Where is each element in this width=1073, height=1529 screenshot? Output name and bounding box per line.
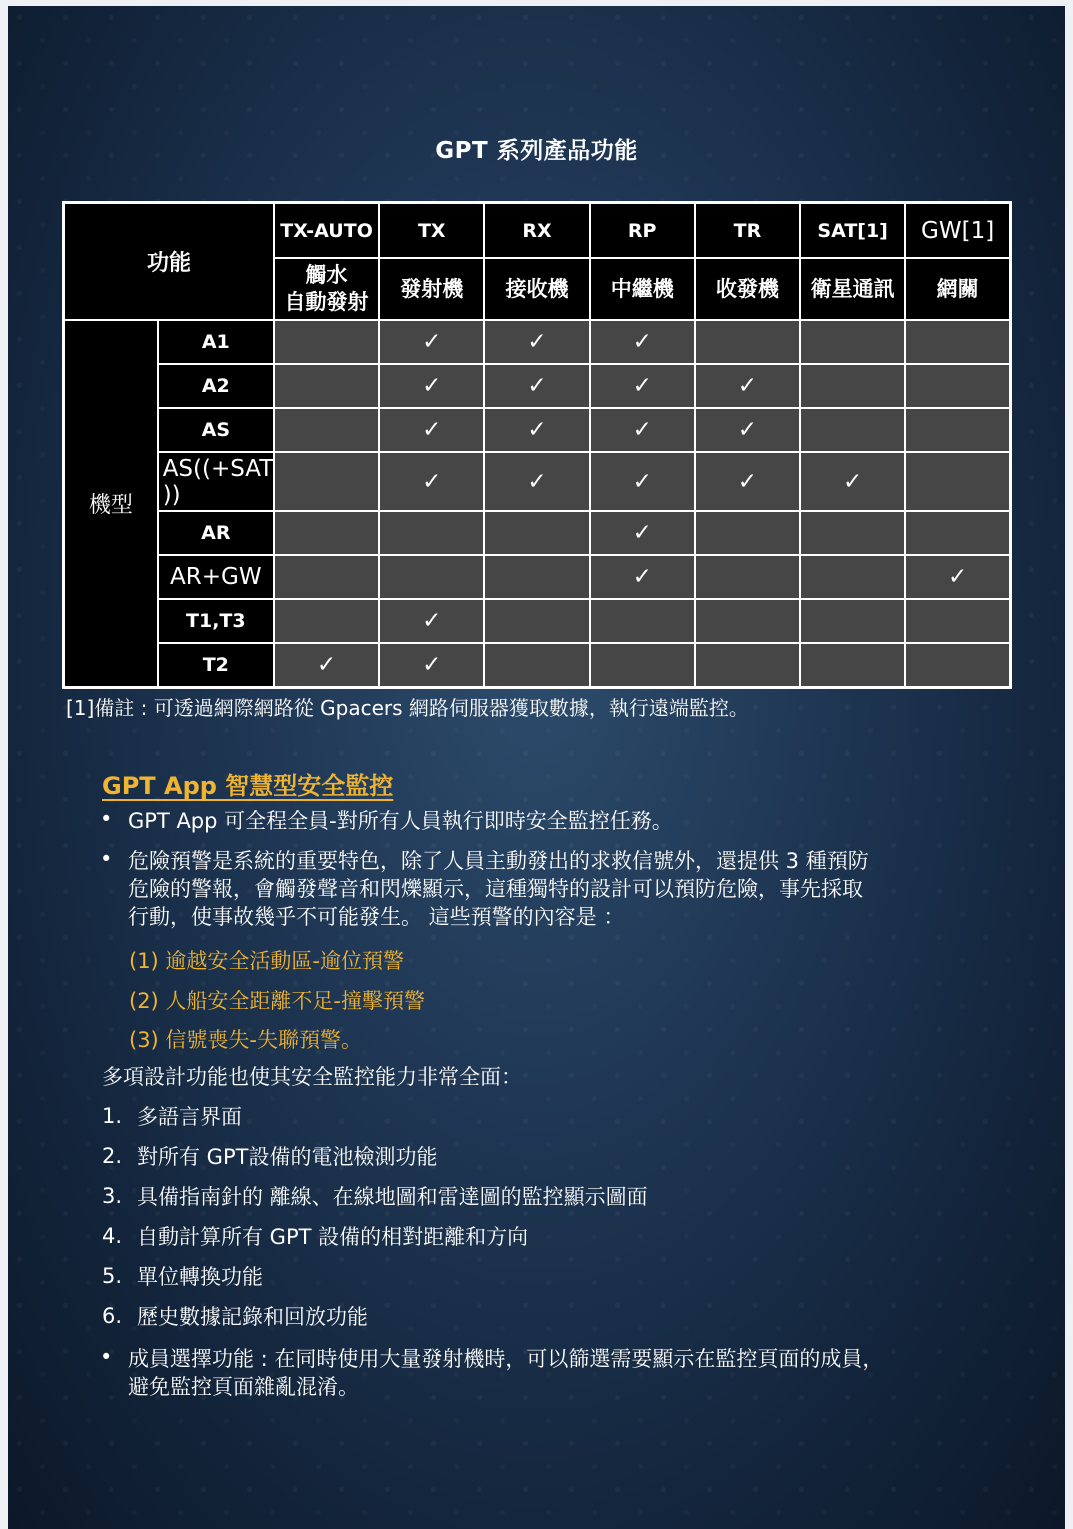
table-row xyxy=(64,511,1011,555)
features-intro: 多項設計功能也使其安全監控能力非常全面： xyxy=(102,1065,522,1089)
empty-cell xyxy=(800,320,905,364)
column-name: 收發機 xyxy=(695,258,800,320)
empty-cell xyxy=(274,452,379,511)
list-item: 自動計算所有 GPT 設備的相對距離和方向 xyxy=(137,1225,529,1249)
empty-cell xyxy=(274,555,379,599)
list-number: 2. xyxy=(102,1144,123,1168)
empty-cell xyxy=(800,643,905,688)
model-name: AR+GW xyxy=(158,555,274,599)
empty-cell xyxy=(695,320,800,364)
column-code: RP xyxy=(590,203,695,259)
list-item: 對所有 GPT設備的電池檢測功能 xyxy=(137,1145,438,1169)
model-name: AS xyxy=(158,408,274,452)
bullet-text-line: 危險的警報，會觸發聲音和閃爍顯示，這種獨特的設計可以預防危險，事先採取 xyxy=(128,877,863,901)
check-icon: ✓ xyxy=(590,452,695,511)
bullet-icon: • xyxy=(100,847,113,871)
function-header: 功能 xyxy=(64,203,274,321)
list-number: 6. xyxy=(102,1304,123,1328)
empty-cell xyxy=(379,555,484,599)
empty-cell xyxy=(590,643,695,688)
bullet-text-line: 成員選擇功能 : 在同時使用大量發射機時，可以篩選需要顯示在監控頁面的成員， xyxy=(128,1347,884,1371)
column-code: GW[1] xyxy=(905,203,1010,259)
check-icon: ✓ xyxy=(379,364,484,408)
warning-item: (1) 逾越安全活動區-逾位預警 xyxy=(129,949,404,973)
column-code: TX-AUTO xyxy=(274,203,379,259)
table-row xyxy=(64,555,1011,599)
model-name: AR xyxy=(158,511,274,555)
bullet-text-line: 避免監控頁面雜亂混淆。 xyxy=(128,1375,359,1399)
empty-cell xyxy=(484,643,589,688)
empty-cell xyxy=(905,452,1010,511)
check-icon: ✓ xyxy=(905,555,1010,599)
empty-cell xyxy=(590,599,695,643)
empty-cell xyxy=(905,364,1010,408)
section-heading: GPT App 智慧型安全監控 xyxy=(102,772,394,800)
page-title: GPT 系列產品功能 xyxy=(435,138,638,164)
check-icon: ✓ xyxy=(379,599,484,643)
list-item: 單位轉換功能 xyxy=(137,1265,263,1289)
list-item: 多語言界面 xyxy=(137,1105,242,1129)
check-icon: ✓ xyxy=(695,364,800,408)
empty-cell xyxy=(695,555,800,599)
bullet-text-line: 行動，使事故幾乎不可能發生。 這些預警的內容是 ： xyxy=(128,905,625,929)
empty-cell xyxy=(800,364,905,408)
column-name: 發射機 xyxy=(379,258,484,320)
empty-cell xyxy=(905,408,1010,452)
empty-cell xyxy=(800,599,905,643)
check-icon: ✓ xyxy=(274,643,379,688)
list-number: 1. xyxy=(102,1104,123,1128)
empty-cell xyxy=(484,599,589,643)
column-name: 網關 xyxy=(905,258,1010,320)
model-name: T2 xyxy=(158,643,274,688)
column-name: 中繼機 xyxy=(590,258,695,320)
table-row xyxy=(64,599,1011,643)
empty-cell xyxy=(800,511,905,555)
list-number: 4. xyxy=(102,1224,123,1248)
empty-cell xyxy=(274,511,379,555)
check-icon: ✓ xyxy=(695,452,800,511)
empty-cell xyxy=(905,599,1010,643)
check-icon: ✓ xyxy=(590,364,695,408)
column-code: TX xyxy=(379,203,484,259)
empty-cell xyxy=(695,511,800,555)
check-icon: ✓ xyxy=(379,408,484,452)
bullet-text: GPT App 可全程全員-對所有人員執行即時安全監控任務。 xyxy=(128,809,673,833)
check-icon: ✓ xyxy=(379,643,484,688)
column-name: 觸水 自動發射 xyxy=(274,258,379,320)
table-row xyxy=(64,320,1011,364)
empty-cell xyxy=(274,599,379,643)
empty-cell xyxy=(800,555,905,599)
table-row xyxy=(64,643,1011,688)
warning-item: (3) 信號喪失-失聯預警。 xyxy=(129,1028,362,1052)
bullet-icon: • xyxy=(100,807,113,831)
empty-cell xyxy=(905,320,1010,364)
empty-cell xyxy=(905,511,1010,555)
empty-cell xyxy=(905,643,1010,688)
check-icon: ✓ xyxy=(484,408,589,452)
model-group-label: 機型 xyxy=(64,320,158,688)
column-code: TR xyxy=(695,203,800,259)
feature-table xyxy=(62,201,1012,689)
table-row xyxy=(64,364,1011,408)
list-item: 具備指南針的 離線、在線地圖和雷達圖的監控顯示圖面 xyxy=(137,1185,648,1209)
check-icon: ✓ xyxy=(590,320,695,364)
check-icon: ✓ xyxy=(800,452,905,511)
empty-cell xyxy=(274,320,379,364)
list-number: 5. xyxy=(102,1264,123,1288)
model-name: T1,T3 xyxy=(158,599,274,643)
check-icon: ✓ xyxy=(484,364,589,408)
empty-cell xyxy=(274,364,379,408)
check-icon: ✓ xyxy=(484,452,589,511)
list-item: 歷史數據記錄和回放功能 xyxy=(137,1305,368,1329)
empty-cell xyxy=(800,408,905,452)
table-row xyxy=(64,452,1011,511)
column-code: RX xyxy=(484,203,589,259)
model-name: AS((+SAT )) xyxy=(158,452,274,511)
page xyxy=(8,6,1065,1529)
table-row xyxy=(64,408,1011,452)
empty-cell xyxy=(274,408,379,452)
empty-cell xyxy=(695,599,800,643)
column-name: 衛星通訊 xyxy=(800,258,905,320)
check-icon: ✓ xyxy=(379,452,484,511)
header-code-row xyxy=(64,203,1011,259)
empty-cell xyxy=(379,511,484,555)
list-number: 3. xyxy=(102,1184,123,1208)
check-icon: ✓ xyxy=(590,511,695,555)
bullet-text-line: 危險預警是系統的重要特色，除了人員主動發出的求救信號外，還提供 3 種預防 xyxy=(128,849,869,873)
empty-cell xyxy=(484,555,589,599)
empty-cell xyxy=(695,643,800,688)
column-name: 接收機 xyxy=(484,258,589,320)
column-code: SAT[1] xyxy=(800,203,905,259)
empty-cell xyxy=(484,511,589,555)
check-icon: ✓ xyxy=(590,408,695,452)
model-name: A1 xyxy=(158,320,274,364)
check-icon: ✓ xyxy=(379,320,484,364)
check-icon: ✓ xyxy=(695,408,800,452)
footnote: [1]備註 : 可透過網際網路從 Gpacers 網路伺服器獲取數據，執行遠端監控。 xyxy=(66,696,749,720)
check-icon: ✓ xyxy=(484,320,589,364)
check-icon: ✓ xyxy=(590,555,695,599)
model-name: A2 xyxy=(158,364,274,408)
bullet-icon: • xyxy=(100,1345,113,1369)
warning-item: (2) 人船安全距離不足-撞擊預警 xyxy=(129,989,425,1013)
